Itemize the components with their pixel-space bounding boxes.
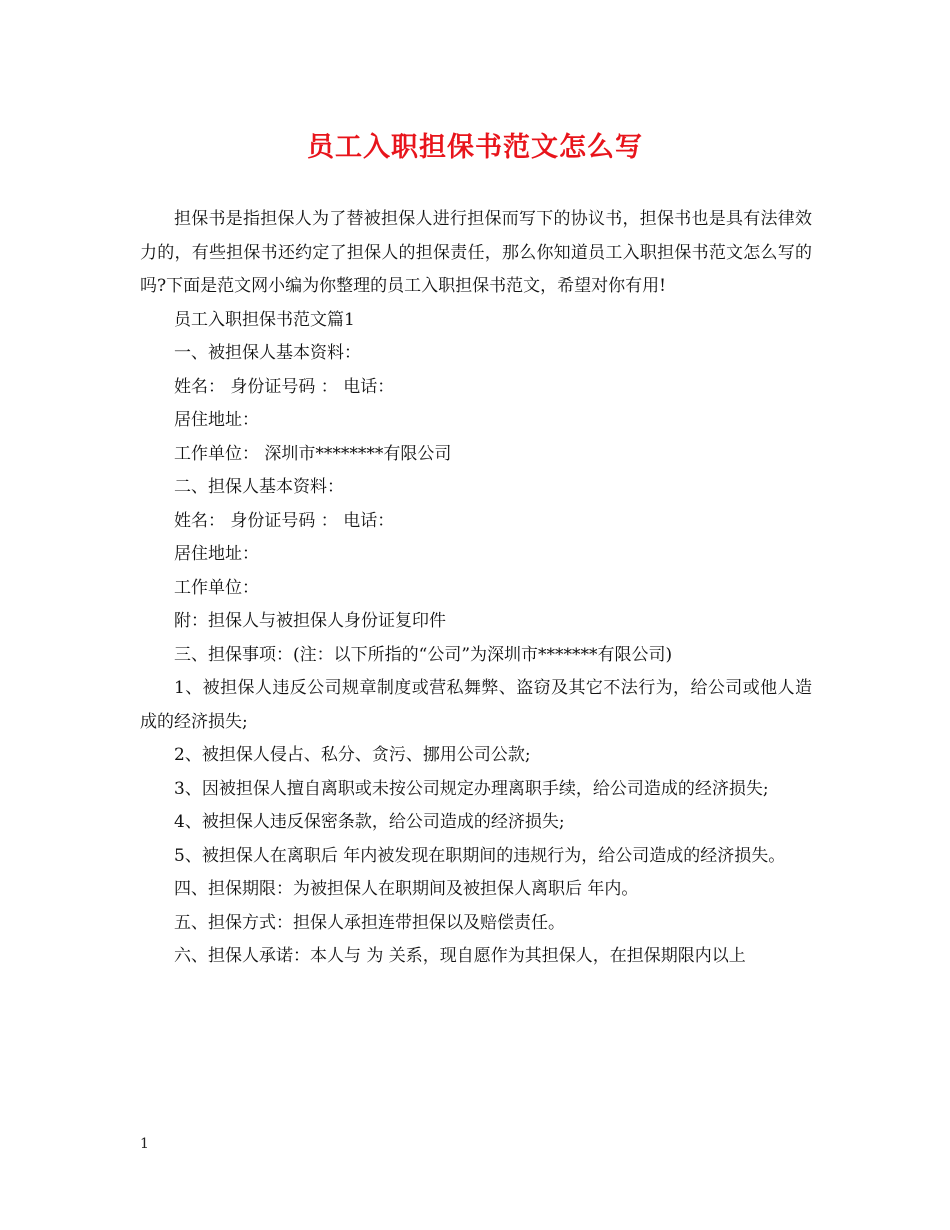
guarantor-address-line: 居住地址： <box>174 544 259 564</box>
guarantor-employer-line: 工作单位： <box>174 577 259 598</box>
document-title: 员工入职担保书范文怎么写 <box>307 132 643 163</box>
heading-guaranteed-person-info: 一、被担保人基本资料： <box>174 343 361 363</box>
page-number: 1 <box>140 1136 149 1152</box>
section-heading-sample-1: 员工入职担保书范文篇1 <box>174 309 355 330</box>
heading-guarantor-info: 二、担保人基本资料： <box>174 477 344 497</box>
heading-guarantee-method: 五、担保方式：担保人承担连带担保以及赔偿责任。 <box>174 912 565 933</box>
guarantee-item-4: 4、被担保人违反保密条款，给公司造成的经济损失; <box>174 812 565 832</box>
guarantee-item-5: 5、被担保人在离职后 年内被发现在职期间的违规行为，给公司造成的经济损失。 <box>174 845 786 866</box>
heading-guarantee-period: 四、担保期限：为被担保人在职期间及被担保人离职后 年内。 <box>174 879 639 899</box>
document-body <box>140 203 812 974</box>
guarantee-item-2: 2、被担保人侵占、私分、贪污、挪用公司公款; <box>174 745 531 765</box>
guaranteed-employer-line: 工作单位： 深圳市********有限公司 <box>174 443 452 464</box>
intro-paragraph: 担保书是指担保人为了替被担保人进行担保而写下的协议书，担保书也是具有法律效力的，有些担保书还约定了担保人的担保责任，那么你知道员工入职担保书范文怎么写的吗?下面是范文网小编为你整理的员工入职担保书范文，希望对你有用! <box>140 209 812 296</box>
heading-guarantee-matters: 三、担保事项：(注：以下所指的“公司”为深圳市*******有限公司) <box>174 644 673 665</box>
guaranteed-name-id-phone-line: 姓名： 身份证号码 ： 电话： <box>174 376 395 397</box>
attachment-note: 附：担保人与被担保人身份证复印件 <box>174 611 446 631</box>
guarantee-item-1: 1、被担保人违反公司规章制度或营私舞弊、盗窃及其它不法行为，给公司或他人造成的经济损失; <box>140 678 812 732</box>
heading-guarantor-commitment: 六、担保人承诺：本人与 为 关系，现自愿作为其担保人，在担保期限内以上 <box>174 946 746 966</box>
guarantor-name-id-phone-line: 姓名： 身份证号码 ： 电话： <box>174 510 395 531</box>
guaranteed-address-line: 居住地址： <box>174 410 259 430</box>
guarantee-item-3: 3、因被担保人擅自离职或未按公司规定办理离职手续，给公司造成的经济损失; <box>174 778 769 799</box>
